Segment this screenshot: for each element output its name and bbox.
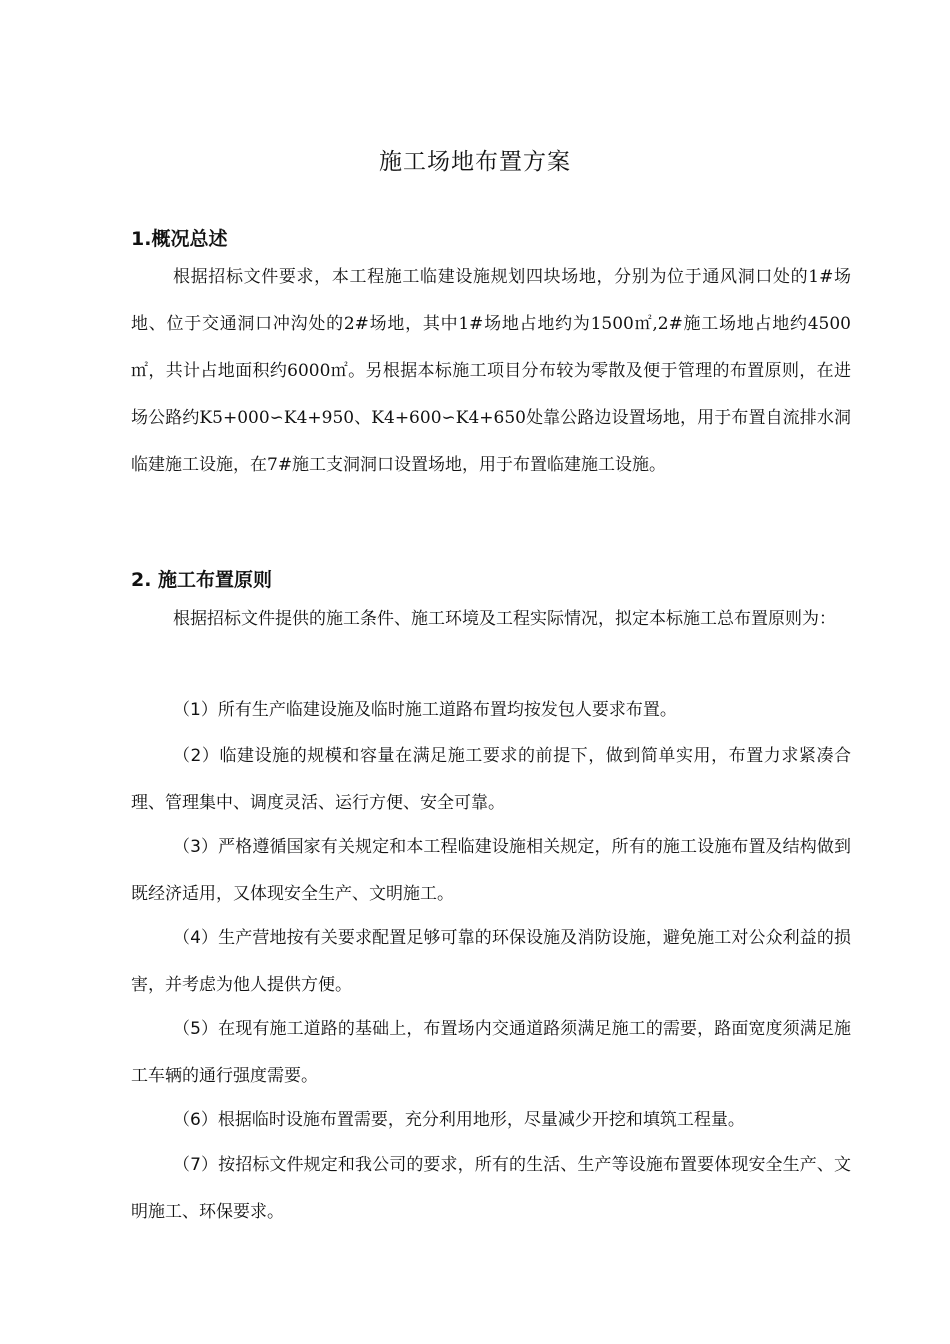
principle-item-7 (131, 1142, 851, 1236)
section-1-paragraph: 根据招标文件要求，本工程施工临建设施规划四块场地，分别为位于通风洞口处的1#场地、位于交通洞口冲沟处的2#场地，其中1#场地占地约为1500㎡,2#施工场地占地约4500㎡，共计占地面积约6000㎡。另根据本标施工项目分布较为零散及便于管理的布置原则，在进场公路约K5+000∽K4+950、K4+600∽K4+650处靠公路边设置场地，用于布置自流排水洞临建施工设施，在7#施工支洞洞口设置场地，用于布置临建施工设施。 (131, 267, 851, 475)
principle-item-5 (131, 1006, 851, 1100)
section-2-intro: 根据招标文件提供的施工条件、施工环境及工程实际情况，拟定本标施工总布置原则为： (173, 609, 836, 629)
principle-item-3 (131, 824, 851, 918)
principle-item-1 (131, 687, 851, 734)
principle-item-text: 临建设施的规模和容量在满足施工要求的前提下，做到简单实用，布置力求紧凑合理、管理集中、调度灵活、运行方便、安全可靠。 (131, 746, 851, 813)
principle-item-number: （6） (173, 1110, 218, 1130)
document-title: 施工场地布置方案 (379, 149, 571, 175)
section-2-heading: 2. 施工布置原则 (131, 569, 273, 591)
principle-item-4 (131, 915, 851, 1009)
principle-item-2 (131, 733, 851, 827)
principle-item-text: 所有生产临建设施及临时施工道路布置均按发包人要求布置。 (217, 700, 677, 720)
principle-item-text: 生产营地按有关要求配置足够可靠的环保设施及消防设施，避免施工对公众利益的损害，并考虑为他人提供方便。 (131, 928, 851, 995)
principle-item-text: 根据临时设施布置需要，充分利用地形，尽量减少开挖和填筑工程量。 (217, 1110, 745, 1130)
principle-item-number: （1） (173, 700, 218, 720)
principle-item-number: （4） (173, 928, 219, 948)
section-1-heading: 1.概况总述 (131, 228, 228, 250)
principle-item-number: （5） (173, 1019, 219, 1039)
principle-item-number: （7） (173, 1155, 219, 1175)
principle-item-text: 严格遵循国家有关规定和本工程临建设施相关规定，所有的施工设施布置及结构做到既经济适用，又体现安全生产、文明施工。 (131, 837, 851, 904)
principle-item-text: 按招标文件规定和我公司的要求，所有的生活、生产等设施布置要体现安全生产、文明施工、环保要求。 (131, 1155, 851, 1222)
principle-item-text: 在现有施工道路的基础上，布置场内交通道路须满足施工的需要，路面宽度须满足施工车辆的通行强度需要。 (131, 1019, 851, 1086)
principle-item-number: （3） (173, 837, 219, 857)
principle-item-number: （2） (173, 746, 220, 766)
principle-item-6 (131, 1097, 851, 1144)
